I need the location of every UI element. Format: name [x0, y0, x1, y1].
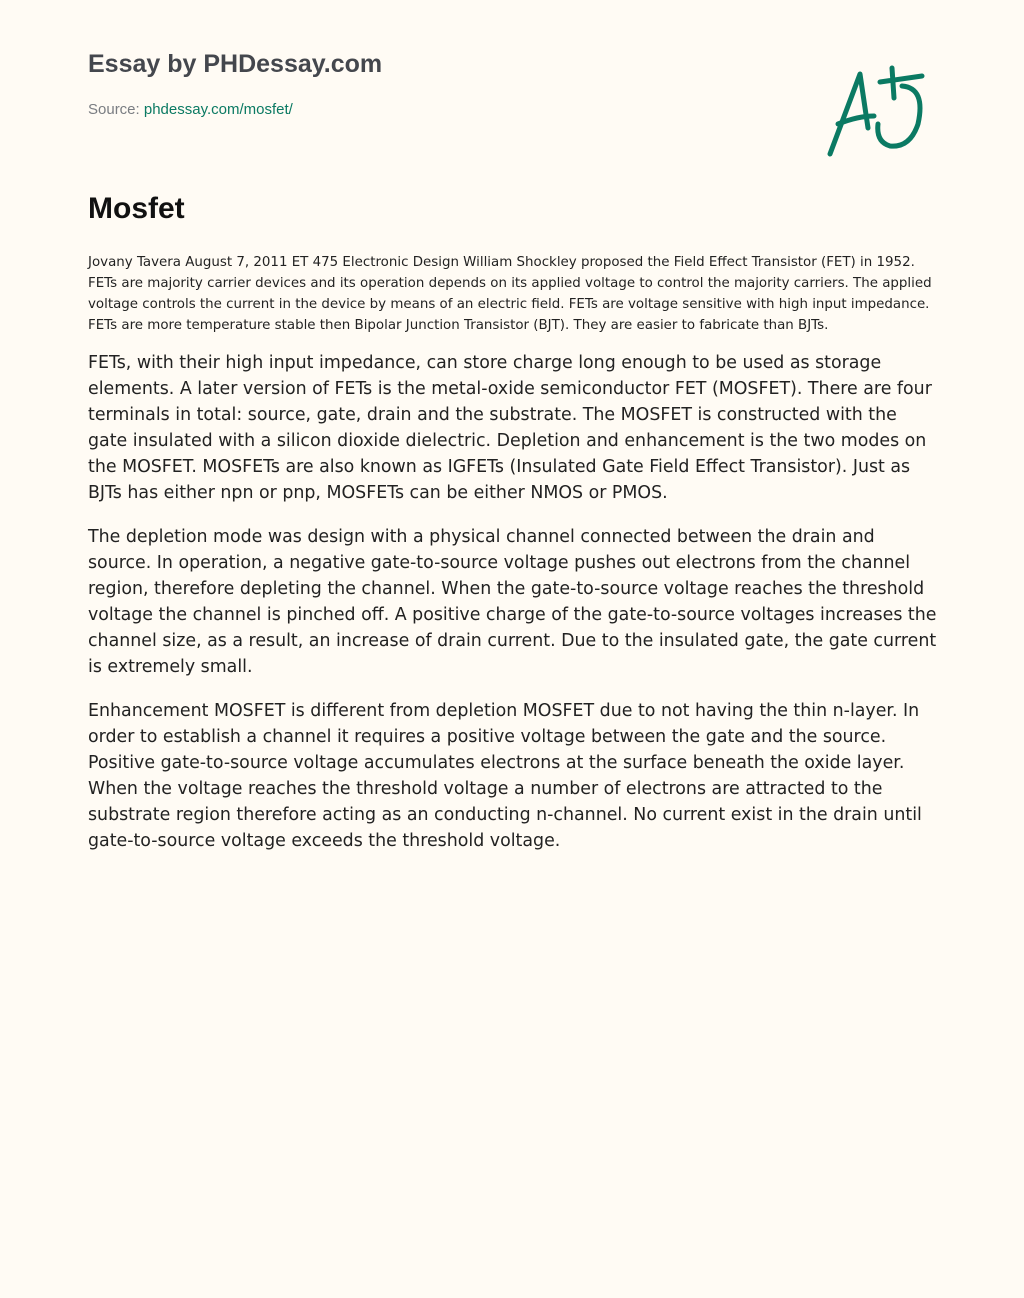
- article-intro: Jovany Tavera August 7, 2011 ET 475 Electronic Design William Shockley proposed the Field Effect Transistor (FET) in 1952. FETs are majority carrier devices and its operation depends on its applied voltage to control the majority carriers. The applied voltage controls the current in the device by means of an electric field. FETs are voltage sensitive with high input impedance. FETs are more temperature stable then Bipolar Junction Transistor (BJT). They are easier to fabricate than BJTs.: [88, 255, 932, 333]
- article-title: Mosfet: [88, 192, 185, 225]
- source-label: Source:: [88, 101, 140, 118]
- source-line: [88, 101, 293, 118]
- paragraph: FETs, with their high input impedance, can store charge long enough to be used as storage elements. A later version of FETs is the metal-oxide semiconductor FET (MOSFET). There are four terminals in total: source, gate, drain and the substrate. The MOSFET is constructed with the gate insulated with a silicon dioxide dielectric. Depletion and enhancement is the two modes on the MOSFET. MOSFETs are also known as IGFETs (Insulated Gate Field Effect Transistor). Just as BJTs has either npn or pnp, MOSFETs can be either NMOS or PMOS.: [88, 353, 932, 503]
- paragraph: The depletion mode was design with a physical channel connected between the drain and source. In operation, a negative gate-to-source voltage pushes out electrons from the channel region, therefore depleting the channel. When the gate-to-source voltage reaches the threshold voltage the channel is pinched off. A positive charge of the gate-to-source voltages increases the channel size, as a result, an increase of drain current. Due to the insulated gate, the gate current is extremely small.: [88, 527, 937, 677]
- paragraph: Enhancement MOSFET is different from depletion MOSFET due to not having the thin n-layer. In order to establish a channel it requires a positive voltage between the gate and the source. Positive gate-to-source voltage accumulates electrons at the surface beneath the oxide layer. When the voltage reaches the threshold voltage a number of electrons are attracted to the substrate region therefore acting as an conducting n-channel. No current exist in the drain until gate-to-source voltage exceeds the threshold voltage.: [88, 701, 922, 851]
- a-plus-logo-icon: [822, 64, 928, 160]
- source-link[interactable]: phdessay.com/mosfet/: [143, 101, 293, 118]
- article-body: [88, 252, 938, 872]
- site-title: Essay by PHDessay.com: [88, 50, 383, 78]
